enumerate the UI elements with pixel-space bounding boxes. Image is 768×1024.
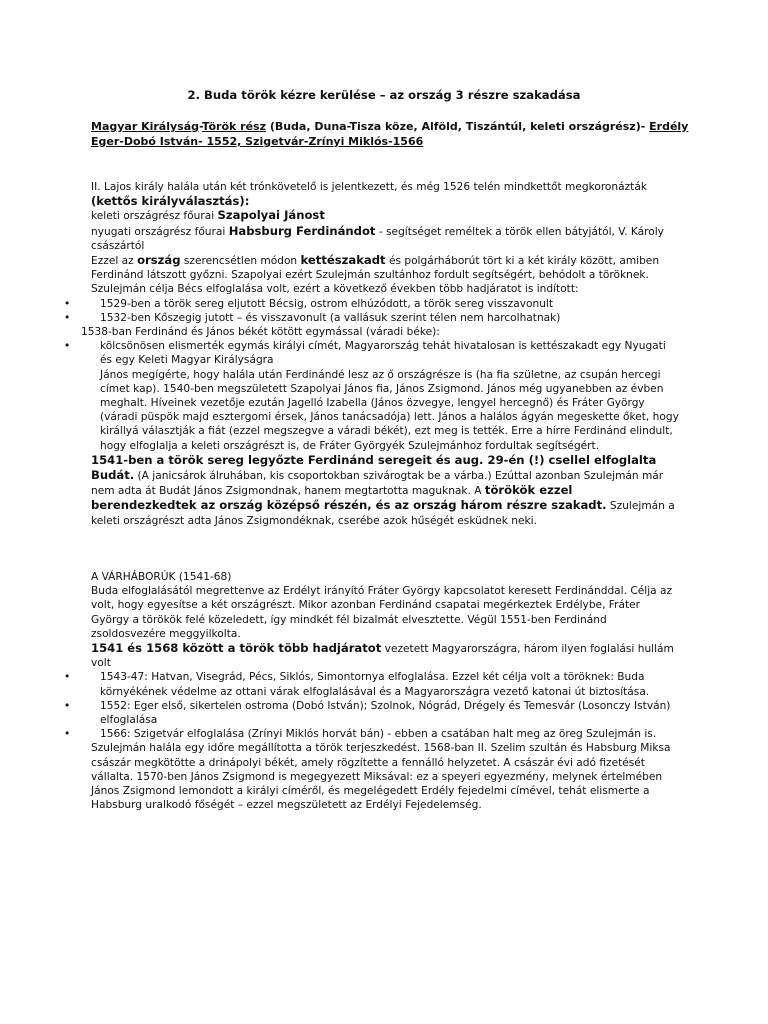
- text: kölcsönösen elismerték egymás királyi címét, Magyarország tehát hivatalosan is kettészakadt egy Nyugati és egy Keleti Magyar Királyságra: [100, 340, 666, 367]
- text-bold: Szapolyai Jánost: [217, 208, 325, 223]
- paragraph: [91, 453, 681, 528]
- text: - segítséget reméltek a török ellen bátyjától, V. Károly császártól: [91, 225, 664, 252]
- paragraph: János megígérte, hogy halála után Ferdinándé lesz az ő országrésze is (ha fia születne, az csupán hercegi címet kap). 1540-ben megszületett Szapolyai János fia, János Zsigmond. János még ugyanebben az évben meghalt. Híveinek vezetője ezután Jagelló Izabella (János özvegye, lengyel hercegnő) és Fráter György (váradi püspök majd esztergomi érsek, János tanácsadója) lett. János a halálos ágyán megeskette őket, hogy királlyá választják a fiát (ezzel megszegve a váradi békét), ezt meg is tették. Erre a hírre Ferdinánd elindult, hogy elfoglalja a keleti országrészt is, de Fráter Györgyék Szulejmánhoz fordultak segítségért.: [100, 368, 679, 452]
- text-bold: Habsburg Ferdinándot: [228, 223, 376, 238]
- division-header-line2: Eger-Dobó István- 1552, Szigetvár-Zrínyi Miklós-1566: [91, 135, 424, 148]
- text-bold: ország: [137, 253, 181, 268]
- text-bold: törökök ezzel berendezkedtek az ország középső részén, és az ország három részre szakadt.: [91, 483, 607, 513]
- text: 1552: Eger első, sikertelen ostroma (Dobó István); Szolnok, Nógrád, Drégely és Temesvár (Losonczy István) elfoglalása: [100, 699, 671, 727]
- bullet-icon: •: [64, 728, 71, 741]
- bullet-icon: •: [64, 297, 71, 310]
- paragraph: [91, 224, 681, 253]
- text: 1543-47: Hatvan, Visegrád, Pécs, Siklós, Simontornya elfoglalása. Ezzel két célja volt a töröknek: Buda környékének védelme az ottani várak elfoglalásával és a Magyarországra vezető katonai út biztosítása.: [100, 671, 650, 698]
- turkish-part-label: Török rész: [201, 120, 266, 133]
- text: 1529-ben a török sereg eljutott Bécsig, ostrom elhúzódott, a török sereg visszavonult: [100, 297, 554, 310]
- list-item: [64, 727, 681, 741]
- text-bold: kettészakadt: [300, 253, 386, 268]
- list-item: [64, 339, 681, 367]
- division-header-line1: [91, 120, 688, 134]
- text: szerencsétlen módon: [180, 255, 301, 268]
- paragraph: [91, 208, 681, 223]
- bullet-icon: •: [64, 671, 71, 684]
- list-item: [64, 670, 681, 698]
- paragraph: Buda elfoglalásától megrettenve az Erdélyt irányító Fráter György kapcsolatot keresett Ferdinánddal. Célja az volt, hogy egyesítse a két országrészt. Mikor azonban Ferdinánd csapatai megérkeztek Erdélybe, Fráter György a törökök felé közeledett, így mindkét fél bizalmát elvesztette. Végül 1551-ben Ferdinánd zsoldosvezére meggyilkolta.: [91, 585, 673, 640]
- kingdom-label: Magyar Királyság: [91, 120, 200, 133]
- paragraph: [91, 253, 681, 297]
- turkish-part-desc: (Buda, Duna-Tisza köze, Alföld, Tiszántúl, keleti országrész)-: [265, 120, 650, 133]
- erdely-label: Erdély: [649, 120, 689, 133]
- text: 1532-ben Kőszegig jutott – és visszavonult (a vallásuk szerint télen nem harcolhatnak): [100, 311, 561, 324]
- dash: -: [199, 120, 202, 133]
- paragraph: Szulejmán halála egy időre megállította a török terjeszkedést. 1568-ban II. Szelim szultán és Habsburg Miksa császár megkötötte a drinápolyi békét, amely rögzítette a fennálló helyzetet. A császár évi adó fizetését vállalta. 1570-ben János Zsigmond is megegyezett Miksával: ez a speyeri egyezmény, melynek értelmében János Zsigmond lemondott a királyi címéről, és megelégedett Erdély fejedelmi címével, tehát elismerte a Habsburg uralkodó főségét – ezzel megszületett az Erdélyi Fejedelemség.: [91, 742, 671, 812]
- bullet-icon: •: [64, 340, 71, 353]
- section-succession: [64, 180, 681, 528]
- paragraph: [91, 180, 681, 194]
- paragraph: 1538-ban Ferdinánd és János békét kötött egymással (váradi béke):: [81, 326, 440, 339]
- text: 1566: Szigetvár elfoglalása (Zrínyi Miklós horvát bán) - ebben a csatában halt meg az öreg Szulejmán is.: [100, 728, 657, 741]
- text: nyugati országrész főurai: [91, 225, 229, 238]
- paragraph-bold: (kettős királyválasztás):: [91, 194, 250, 209]
- text: vezetett Magyarországra, három ilyen foglalási hullám volt: [91, 643, 674, 670]
- text: keleti országrész főurai: [91, 210, 218, 223]
- section-heading: A VÁRHÁBORÚK (1541-68): [91, 571, 232, 583]
- list-item: [64, 311, 681, 325]
- text: Szulejmán a keleti országrészt adta János Zsigmondéknak, cserébe azok hűségét esküdnek neki.: [91, 500, 675, 527]
- section-castle-wars: [64, 570, 681, 812]
- text: II. Lajos király halála után két trónkövetelő is jelentkezett, és még 1526 telén mindkettőt megkoronázták: [91, 181, 647, 193]
- bullet-icon: •: [64, 311, 71, 324]
- text-bold: 1541-ben a török sereg legyőzte Ferdinánd seregeit és aug. 29-én (!) csellel elfoglalta Budát.: [91, 452, 657, 483]
- text-bold: 1541 és 1568 között a török több hadjáratot: [91, 641, 382, 656]
- list-item: [64, 699, 681, 727]
- text: és polgárháborút tört ki a két király között, amiben Ferdinánd látszott győzni. Szapolyai ezért Szulejmán szultánhoz fordult segítségért, behódolt a töröknek. Szulejmán célja Bécs elfoglalása volt, ezért a következő években több hadjáratot is indított:: [91, 255, 660, 296]
- list-item: [64, 297, 681, 311]
- bullet-icon: •: [64, 699, 71, 712]
- text: Ezzel az: [91, 255, 138, 268]
- text: (A janicsárok álruhában, kis csoportokban szivárogtak be a várba.) Ezúttal azonban Szulejmán már nem adta át Budát János Zsigmondnak, hanem megtartotta maguknak. A: [91, 470, 664, 498]
- paragraph: [91, 641, 681, 670]
- document-title: 2. Buda török kézre kerülése – az ország 3 részre szakadása: [187, 88, 581, 102]
